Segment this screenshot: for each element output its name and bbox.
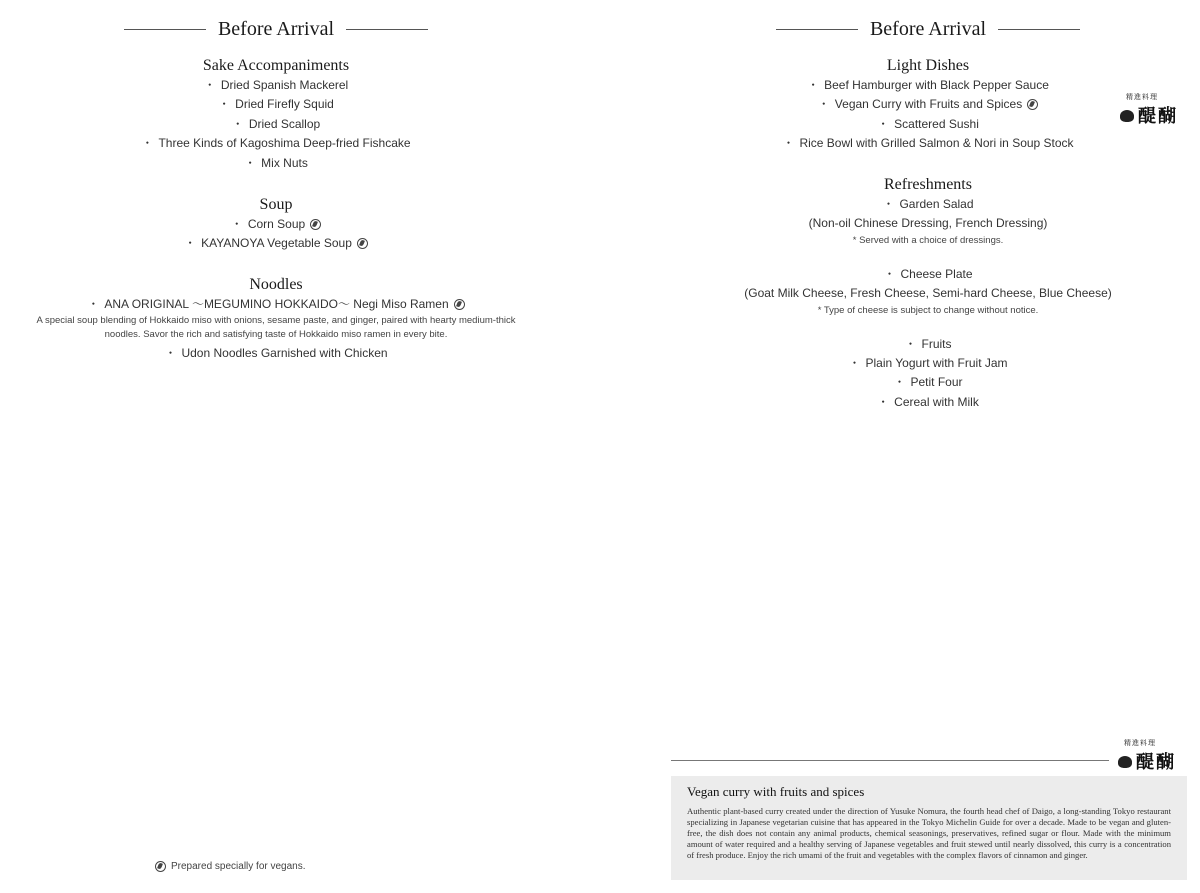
crest-icon: [1120, 110, 1134, 122]
menu-item: ・ Dried Firefly Squid: [218, 97, 334, 112]
menu-item: ・ Garden Salad: [882, 197, 974, 211]
vegan-leaf-icon: [454, 299, 465, 310]
menu-item: ・ Corn Soup: [10, 215, 542, 234]
vegan-leaf-icon: [357, 238, 368, 249]
section-title: Soup: [259, 196, 293, 213]
item-options: (Non-oil Chinese Dressing, French Dressing): [808, 216, 1048, 231]
heading-rule-right: [998, 29, 1080, 30]
menu-item: ・ Rice Bowl with Grilled Salmon & Nori in Soup Stock: [782, 136, 1074, 151]
menu-item: ・ Dried Scallop: [231, 116, 321, 131]
vegan-footnote: Prepared specially for vegans.: [155, 861, 306, 872]
item-note: * Type of cheese is subject to change without notice.: [817, 304, 1039, 316]
menu-item: ・ KAYANOYA Vegetable Soup: [10, 234, 542, 253]
menu-item: ・ Dried Spanish Mackerel: [203, 78, 349, 92]
left-page-heading: [10, 18, 542, 41]
noodles-section: [10, 275, 542, 364]
sake-section: [10, 56, 542, 173]
crest-icon: [1118, 756, 1132, 768]
soup-section: [10, 195, 542, 254]
menu-item: ・ Scattered Sushi: [877, 116, 979, 131]
section-title: Light Dishes: [886, 57, 970, 74]
vegan-leaf-icon: [1027, 99, 1038, 110]
menu-item: ・ Cheese Plate: [883, 266, 973, 281]
heading-rule-left: [124, 29, 206, 30]
feature-body: Authentic plant-based curry created under the direction of Yusuke Nomura, the fourth head chef of Daigo, a long-standing Tokyo restaurant specializing in Japanese vegetarian cuisine that has appeared in the Tokyo Michelin Guide for over a decade. Made to be vegan and gluten-free, the dish does not contain any animal products, chemical seasonings, preservatives, refined sugar or flour. Made with the minimum amount of water required and a healthy serving of Japanese vegetables and fruit stewed until nearly dissolved, this curry is a concentration of fresh produce. Enjoy the rich umami of the fruit and vegetables with the complex flavors of cinnamon and ginger.: [687, 806, 1171, 860]
item-options: (Goat Milk Cheese, Fresh Cheese, Semi-hard Cheese, Blue Cheese): [744, 286, 1112, 301]
heading-rule-right: [346, 29, 428, 30]
refreshments-section: [662, 175, 1194, 412]
menu-item: ・ Vegan Curry with Fruits and Spices: [662, 95, 1194, 114]
feature-title: Vegan curry with fruits and spices: [687, 784, 865, 799]
menu-item: ・ Plain Yogurt with Fruit Jam: [848, 355, 1008, 370]
item-description: A special soup blending of Hokkaido miso with onions, sesame paste, and ginger, paired with hearty medium-thick noodles. Savor the rich and satisfying taste of Hokkaido miso ramen in every bite.: [36, 315, 516, 341]
menu-item: ・ ANA ORIGINAL 〜MEGUMINO HOKKAIDO〜 Negi Miso Ramen: [10, 295, 542, 314]
menu-item: ・ Cereal with Milk: [877, 394, 979, 409]
item-note: * Served with a choice of dressings.: [852, 234, 1004, 246]
section-title: Refreshments: [884, 176, 972, 193]
menu-item: ・ Fruits: [904, 336, 952, 351]
daigo-logo: 精進料理 醍醐: [1118, 738, 1184, 772]
vegan-curry-feature: [671, 776, 1187, 880]
menu-item: ・ Beef Hamburger with Black Pepper Sauce: [807, 78, 1049, 92]
heading-title: Before Arrival: [869, 18, 987, 40]
menu-item: ・ Three Kinds of Kagoshima Deep-fried Fishcake: [141, 136, 411, 151]
heading-rule-left: [776, 29, 858, 30]
menu-item: ・ Petit Four: [893, 375, 963, 390]
right-page-heading: [662, 18, 1194, 41]
vegan-leaf-icon: [155, 861, 166, 872]
daigo-logo: 精進料理 醍醐: [1120, 92, 1186, 126]
light-dishes-section: [662, 56, 1194, 154]
section-title: Noodles: [249, 276, 303, 293]
divider-line: [671, 760, 1109, 761]
heading-title: Before Arrival: [217, 18, 335, 40]
menu-item: ・ Mix Nuts: [244, 155, 308, 170]
menu-item: ・ Udon Noodles Garnished with Chicken: [164, 346, 388, 361]
section-title: Sake Accompaniments: [202, 57, 350, 74]
vegan-leaf-icon: [310, 219, 321, 230]
